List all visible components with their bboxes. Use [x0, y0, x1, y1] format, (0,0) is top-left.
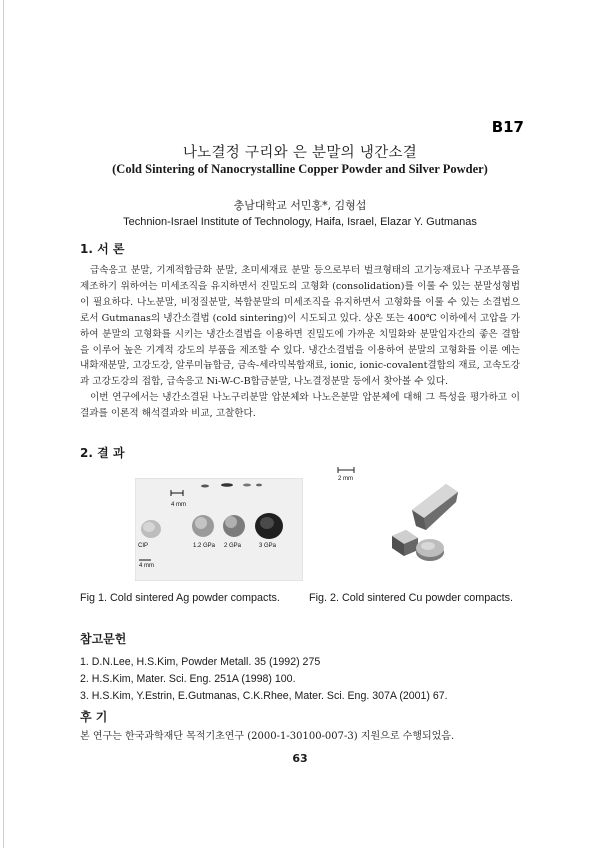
figure-1-caption: Fig 1. Cold sintered Ag powder compacts. [80, 592, 280, 604]
fig1-scale-bottom: 4 mm [139, 563, 154, 569]
fig1-label-3gpa: 3 GPa [259, 543, 277, 549]
fig1-label-cip: CIP [138, 543, 149, 549]
reference-item: 1. D.N.Lee, H.S.Kim, Powder Metall. 35 (1992) 275 [80, 656, 321, 668]
acknowledgement-text: 본 연구는 한국과학재단 목적기초연구 (2000-1-30100-007-3) 지원으로 수행되었음. [80, 731, 455, 742]
intro-body [80, 263, 520, 422]
figure-2-photo [336, 462, 490, 579]
acknowledgement-heading: 후 기 [80, 710, 108, 724]
paper-code: B17 [491, 118, 524, 136]
authors-korean: 충남대학교 서민홍*, 김형섭 [233, 199, 367, 212]
figure-1-photo [135, 478, 303, 581]
intro-paragraph-2: 이번 연구에서는 냉간소결된 나노구리분말 압분체와 나노은분말 압분체에 대해 그 특성을 평가하고 이 결과를 이론적 해석결과와 비교, 고찰한다. [80, 392, 520, 420]
reference-item: 2. H.S.Kim, Mater. Sci. Eng. 251A (1998) 100. [80, 673, 296, 685]
fig1-label-2gpa: 2 GPa [224, 543, 242, 549]
references-heading: 참고문헌 [80, 632, 127, 646]
title-korean: 나노결정 구리와 은 분말의 냉간소결 [182, 145, 418, 161]
fig2-scale: 2 mm [338, 476, 353, 482]
reference-item: 3. H.S.Kim, Y.Estrin, E.Gutmanas, C.K.Rhee, Mater. Sci. Eng. 307A (2001) 67. [80, 690, 448, 702]
results-heading: 2. 결 과 [80, 446, 125, 460]
intro-heading: 1. 서 론 [80, 242, 125, 256]
intro-paragraph-1: 급속응고 분말, 기계적합금화 분말, 초미세재료 분말 등으로부터 벌크형태의 고기능재료나 구조부품을 제조하기 위하여는 미세조직을 유지하면서 진밀도의 고형화 (consolidation)를 이룰 수 있는 분말성형법이 필요하다. 나노분말, 비정질분말, 복합분말의 미세조직을 유지하면서 고형화를 이룰 수 있는 소결법으로서 Gutmanas의 냉간소결법 (cold sintering)이 시도되고 있다. 상온 또는 400℃ 이하에서 고압을 가하여 분말의 고형화를 시키는 냉간소결법을 이용하면 진밀도에 가까운 치밀화와 분말입자간의 좋은 결합을 이루어 높은 기계적 강도의 부품을 제조할 수 있다. 냉간소결법을 이용하여 분말의 고형화를 이룬 예는 내화재분말, 고강도강, 알루미늄합금, 금속-세라믹복합재료, ionic, ionic-covalent결합의 재료, 고속도강과 고강도강의 접합, 급속응고 Ni-W-C-B합금분말, 나노결정분말 등에서 찾아볼 수 있다. [80, 265, 521, 388]
title-english: (Cold Sintering of Nanocrystalline Copper Powder and Silver Powder) [112, 162, 488, 176]
fig1-label-1-2gpa: 1.2 GPa [193, 543, 216, 549]
scan-edge [3, 0, 4, 848]
page-number: 63 [292, 752, 308, 765]
authors-english: Technion-Israel Institute of Technology, Haifa, Israel, Elazar Y. Gutmanas [123, 216, 477, 228]
figure-2-caption: Fig. 2. Cold sintered Cu powder compacts. [309, 592, 514, 604]
fig1-scale-top: 4 mm [171, 502, 186, 508]
reference-list [80, 654, 448, 705]
